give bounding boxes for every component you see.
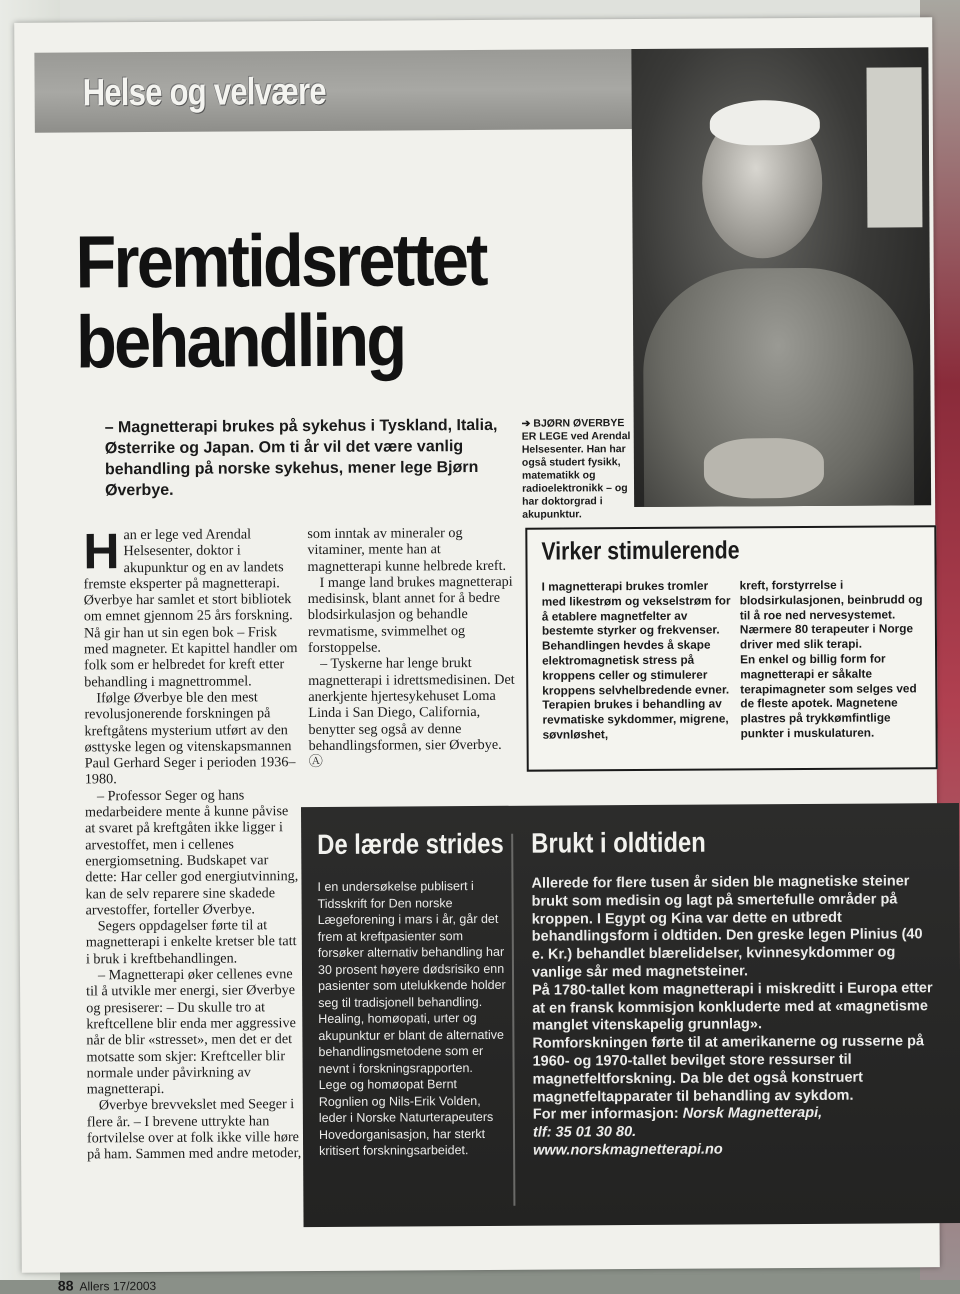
body-column-2: [307, 525, 516, 771]
body-paragraph: Han er lege ved Arendal Helsesenter, doktor i akupunktur og en av landets fremste eksperter på magnetterapi. Øverbye har samlet et stort bibliotek om emnet gjennom 25 års forskning. Nå gir han ut sin egen bok – Frisk med magneter. Et kapittel handler om folk som er helbredet for kreft etter behandling i magnettrommel.: [83, 523, 298, 691]
strides-column: [317, 878, 509, 1160]
photo-hands: [704, 438, 824, 499]
factbox-text: I magnetterapi brukes tromler med likestrøm og vekselstrøm for å etablere magnetfelter av bestemte styrker og frekvenser. Behandlingen hevdes å skape elektromagnetisk stress på kroppens celler og stimulerer kroppens selvhelbredende evner. Terapien brukes i behandling av revmatiske sykdommer, migrene, søvnløshet,: [541, 578, 731, 742]
factbox-column-2: [740, 577, 927, 741]
factbox-text: En enkel og billig form for magnetterapi er såkalte terapimagneter som selges ved de fleste apotek. Magnetene plastres på trykkømfintlige punkter i muskulaturen.: [740, 651, 917, 741]
contact-name: Norsk Magnetterapi,: [682, 1105, 823, 1123]
body-paragraph: Øverbye brevvekslet med Seeger i flere år. – I brevene uttrykte han fortvilelse over at folk ikke ville høre på ham. Sammen med andre metoder,: [86, 1096, 302, 1163]
oldtid-text: Allerede for flere tusen år siden ble magnetiske steiner brukt som medisin og lagt på smertefulle områder på kroppen. I Egypt og Kina var dette en utbredt behandlingsform i oldtiden. Den greske legen Plinius (40 e. Kr.) behandlet blærelidelser, kvinnesykdommer og vanlige sår med magnetsteiner.: [531, 873, 923, 981]
factbox-title: Virker stimulerende: [541, 536, 740, 566]
dark-factbox: [301, 803, 960, 1227]
factbox-title-oldtiden: Brukt i oldtiden: [531, 826, 706, 859]
column-divider: [511, 834, 515, 1206]
photo-caption: ➔ BJØRN ØVERBYE ER LEGE ved Arendal Helsesenter. Han har også studert fysikk, matematikk og radioelektronikk – og har doktorgrad i akupunktur.: [521, 417, 631, 521]
body-paragraph: – Professor Seger og hans medarbeidere mente å kunne påvise at svaret på kreftgåten ikke ligger i arvestoffet, men i cellenes energiomsetning. Budskapet var dette: Har celler god energiutvinning, kan de selv reparere sine skadede arvestoffer, forteller Øverbye.: [84, 787, 299, 919]
body-column-1: [83, 523, 302, 1163]
lede: – Magnetterapi brukes på sykehus i Tyskland, Italia, Østerrike og Japan. Om ti år vil det være vanlig behandling på norske sykehus, mener lege Bjørn Øverbye.: [104, 416, 498, 500]
headline-line-1: Fremtidsrettet: [75, 217, 486, 304]
body-paragraph: Ifølge Øverbye ble den mest revolusjonerende forskningen på kreftgåtens mysterium utført av den østtyske legen og vitenskapsmannen Paul Gerhard Seger i perioden 1936–1980.: [84, 689, 296, 788]
oldtid-text: På 1780-tallet kom magnetterapi i miskreditt i Europa etter at en fransk kommisjon konkluderte med at «magnetisme manglet vitenskapelig grunnlag».: [532, 980, 933, 1035]
factbox-column-1: [542, 578, 733, 742]
body-paragraph: – Magnetterapi øker cellenes evne til å utvikle mer energi, sier Øverbye og presiserer: – Du skulle tro at kreftcellene blir enda mer aggressive når de blir «stresset», men det er det motsatte som skjer: Kreftceller blir normale under påvirkning av magnetterapi.: [86, 966, 296, 1098]
factbox-virker-stimulerende: [525, 525, 937, 772]
portrait-photo: [631, 47, 931, 507]
photo-background-board: [866, 67, 922, 227]
factbox-title-strides: De lærde strides: [317, 827, 504, 860]
page-number: 88: [57, 1277, 74, 1294]
oldtid-column: [531, 873, 938, 1160]
body-paragraph: som inntak av mineraler og vitaminer, mente han at magnetterapi kunne helbrede kreft.: [307, 525, 507, 575]
section-title: Helse og velvære: [82, 70, 326, 115]
contact-website[interactable]: www.norskmagnetterapi.no: [533, 1141, 723, 1159]
contact-phone: tlf: 35 01 30 80.: [532, 1124, 637, 1141]
factbox-text: kreft, forstyrrelse i blodsirkulasjonen, beinbrudd og til å roe ned nervesystemet.: [739, 577, 923, 622]
strides-text: Lege og homøopat Bernt Rognlien og Nils-Erik Volden, leder i Norske Naturterapeuters Hovedorganisasjon, har sterkt kritisert forskningsarbeidet.: [318, 1077, 494, 1158]
oldtid-text: Romforskningen førte til at amerikanerne og russerne på 1960- og 1970-tallet bevilget store ressurser til magnetfeltforskning. Da ble det også konstruert magnetfeltapparater til behandling av sykdom.: [532, 1033, 925, 1106]
factbox-text: Nærmere 80 terapeuter i Norge driver med slik terapi.: [739, 621, 914, 652]
strides-text: I en undersøkelse publisert i Tidsskrift for Den norske Lægeforening i mars i år, går det frem at kreftpasienter som forsøker alternativ behandling har 30 prosent høyere dødsrisiko enn pasienter som utelukkende holder seg til tradisjonell behandling. Healing, homøopati, urter og akupunktur er blant de alternative behandlingsmetodene som er nevnt i forskningsrapporten.: [317, 879, 506, 1076]
contact-info: For mer informasjon: Norsk Magnetterapi, tlf: 35 01 30 80. www.norskmagnetterapi.no: [532, 1105, 823, 1159]
dropcap: H: [83, 523, 120, 580]
headline-line-2: behandling: [75, 298, 405, 384]
body-paragraph: I mange land brukes magnetterapi medisinsk, blant annet for å bedre blodsirkulasjon og behandle revmatisme, svimmelhet og forstoppelse.: [307, 573, 513, 657]
photo-hair: [710, 100, 820, 146]
headline: [75, 219, 580, 382]
body-paragraph: Segers oppdagelser førte til at magnetterapi i enkelte kretser ble tatt i bruk i kreftbehandlingen.: [85, 917, 297, 968]
issue-label: Allers 17/2003: [79, 1278, 157, 1294]
body-paragraph: – Tyskerne har lenge brukt magnetterapi i idrettsmedisinen. Det anerkjente hjertesykehuset Loma Linda i San Diego, California, benytter seg også av denne behandlingsformen, sier Øverbye. Ⓐ: [308, 655, 515, 771]
magazine-page: [14, 17, 940, 1294]
page-footer: [58, 1277, 156, 1294]
